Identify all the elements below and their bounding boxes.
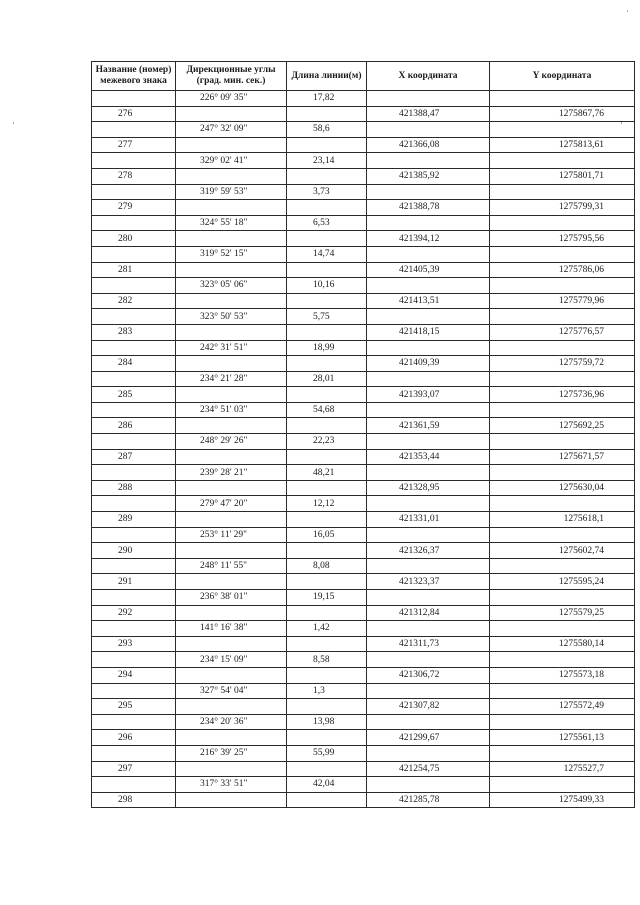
point-row xyxy=(92,543,635,559)
line-length-cell: 14,74 xyxy=(287,246,367,262)
empty-cell xyxy=(176,574,287,590)
empty-cell xyxy=(367,465,490,481)
y-coordinate-cell: 1275671,57 xyxy=(490,449,635,465)
segment-row xyxy=(92,371,635,387)
empty-cell xyxy=(287,293,367,309)
x-coordinate-cell: 421388,47 xyxy=(367,106,490,122)
empty-cell xyxy=(92,91,176,107)
empty-cell xyxy=(490,371,635,387)
empty-cell xyxy=(490,122,635,138)
empty-cell xyxy=(287,262,367,278)
empty-cell xyxy=(367,558,490,574)
empty-cell xyxy=(176,605,287,621)
directional-angle-cell: 234° 21' 28" xyxy=(176,371,287,387)
point-row xyxy=(92,512,635,528)
empty-cell xyxy=(367,590,490,606)
point-row xyxy=(92,449,635,465)
point-row xyxy=(92,106,635,122)
point-row xyxy=(92,636,635,652)
empty-cell xyxy=(367,153,490,169)
y-coordinate-cell: 1275561,13 xyxy=(490,730,635,746)
line-length-cell: 22,23 xyxy=(287,434,367,450)
y-coordinate-cell: 1275867,76 xyxy=(490,106,635,122)
empty-cell xyxy=(92,558,176,574)
segment-row xyxy=(92,652,635,668)
directional-angle-cell: 141° 16' 38" xyxy=(176,621,287,637)
point-row xyxy=(92,699,635,715)
boundary-mark-name-cell: 285 xyxy=(92,387,176,403)
point-row xyxy=(92,200,635,216)
line-length-cell: 1,3 xyxy=(287,683,367,699)
empty-cell xyxy=(490,340,635,356)
segment-row xyxy=(92,527,635,543)
point-row xyxy=(92,418,635,434)
segment-row xyxy=(92,434,635,450)
empty-cell xyxy=(367,496,490,512)
segment-row xyxy=(92,215,635,231)
directional-angle-cell: 234° 51' 03" xyxy=(176,402,287,418)
directional-angle-cell: 329° 02' 41" xyxy=(176,153,287,169)
boundary-mark-name-cell: 282 xyxy=(92,293,176,309)
x-coordinate-cell: 421385,92 xyxy=(367,168,490,184)
empty-cell xyxy=(367,621,490,637)
point-row xyxy=(92,667,635,683)
empty-cell xyxy=(92,309,176,325)
point-row xyxy=(92,792,635,808)
directional-angle-cell: 317° 33' 51" xyxy=(176,777,287,793)
directional-angle-cell: 323° 05' 06" xyxy=(176,278,287,294)
segment-row xyxy=(92,278,635,294)
header-line-length: Длина линии(м) xyxy=(287,62,367,91)
x-coordinate-cell: 421418,15 xyxy=(367,324,490,340)
line-length-cell: 6,53 xyxy=(287,215,367,231)
boundary-mark-name-cell: 295 xyxy=(92,699,176,715)
point-row xyxy=(92,387,635,403)
empty-cell xyxy=(490,278,635,294)
y-coordinate-cell: 1275572,49 xyxy=(490,699,635,715)
x-coordinate-cell: 421285,78 xyxy=(367,792,490,808)
boundary-mark-name-cell: 297 xyxy=(92,761,176,777)
empty-cell xyxy=(176,137,287,153)
line-length-cell: 16,05 xyxy=(287,527,367,543)
directional-angle-cell: 226° 09' 35" xyxy=(176,91,287,107)
header-y-coordinate: Y координата xyxy=(490,62,635,91)
directional-angle-cell: 248° 29' 26" xyxy=(176,434,287,450)
y-coordinate-cell: 1275573,18 xyxy=(490,667,635,683)
empty-cell xyxy=(176,730,287,746)
point-row xyxy=(92,574,635,590)
y-coordinate-cell: 1275630,04 xyxy=(490,480,635,496)
line-length-cell: 23,14 xyxy=(287,153,367,169)
y-coordinate-cell: 1275813,61 xyxy=(490,137,635,153)
empty-cell xyxy=(92,340,176,356)
empty-cell xyxy=(92,371,176,387)
empty-cell xyxy=(92,184,176,200)
y-coordinate-cell: 1275580,14 xyxy=(490,636,635,652)
segment-row xyxy=(92,246,635,262)
y-coordinate-cell: 1275579,25 xyxy=(490,605,635,621)
empty-cell xyxy=(490,652,635,668)
empty-cell xyxy=(287,761,367,777)
line-length-cell: 28,01 xyxy=(287,371,367,387)
scan-speck: · xyxy=(620,118,623,128)
point-row xyxy=(92,137,635,153)
scan-speck: · xyxy=(626,6,629,16)
empty-cell xyxy=(367,340,490,356)
empty-cell xyxy=(92,714,176,730)
empty-cell xyxy=(176,262,287,278)
empty-cell xyxy=(92,215,176,231)
empty-cell xyxy=(367,652,490,668)
segment-row xyxy=(92,465,635,481)
x-coordinate-cell: 421307,82 xyxy=(367,699,490,715)
empty-cell xyxy=(176,293,287,309)
directional-angle-cell: 323° 50' 53" xyxy=(176,309,287,325)
empty-cell xyxy=(367,215,490,231)
segment-row xyxy=(92,496,635,512)
empty-cell xyxy=(176,480,287,496)
y-coordinate-cell: 1275692,25 xyxy=(490,418,635,434)
line-length-cell: 54,68 xyxy=(287,402,367,418)
empty-cell xyxy=(176,792,287,808)
boundary-mark-name-cell: 286 xyxy=(92,418,176,434)
empty-cell xyxy=(367,309,490,325)
empty-cell xyxy=(367,246,490,262)
empty-cell xyxy=(92,683,176,699)
line-length-cell: 18,99 xyxy=(287,340,367,356)
boundary-mark-name-cell: 287 xyxy=(92,449,176,465)
empty-cell xyxy=(367,777,490,793)
scan-speck: · xyxy=(12,118,15,128)
y-coordinate-cell: 1275618,1 xyxy=(490,512,635,528)
segment-row xyxy=(92,340,635,356)
boundary-mark-name-cell: 284 xyxy=(92,356,176,372)
directional-angle-cell: 327° 54' 04" xyxy=(176,683,287,699)
line-length-cell: 55,99 xyxy=(287,745,367,761)
empty-cell xyxy=(287,449,367,465)
y-coordinate-cell: 1275595,24 xyxy=(490,574,635,590)
segment-row xyxy=(92,153,635,169)
segment-row xyxy=(92,558,635,574)
line-length-cell: 10,16 xyxy=(287,278,367,294)
empty-cell xyxy=(287,387,367,403)
segment-row xyxy=(92,184,635,200)
empty-cell xyxy=(176,667,287,683)
empty-cell xyxy=(490,91,635,107)
boundary-mark-name-cell: 291 xyxy=(92,574,176,590)
boundary-mark-name-cell: 281 xyxy=(92,262,176,278)
directional-angle-cell: 247° 32' 09" xyxy=(176,122,287,138)
directional-angle-cell: 216° 39' 25" xyxy=(176,745,287,761)
x-coordinate-cell: 421323,37 xyxy=(367,574,490,590)
empty-cell xyxy=(287,356,367,372)
x-coordinate-cell: 421405,39 xyxy=(367,262,490,278)
empty-cell xyxy=(287,636,367,652)
point-row xyxy=(92,262,635,278)
empty-cell xyxy=(490,465,635,481)
empty-cell xyxy=(92,621,176,637)
empty-cell xyxy=(287,137,367,153)
empty-cell xyxy=(367,91,490,107)
empty-cell xyxy=(92,745,176,761)
empty-cell xyxy=(287,480,367,496)
empty-cell xyxy=(490,184,635,200)
directional-angle-cell: 279° 47' 20" xyxy=(176,496,287,512)
directional-angle-cell: 234° 15' 09" xyxy=(176,652,287,668)
point-row xyxy=(92,480,635,496)
segment-row xyxy=(92,621,635,637)
empty-cell xyxy=(92,652,176,668)
empty-cell xyxy=(176,200,287,216)
empty-cell xyxy=(287,574,367,590)
empty-cell xyxy=(287,512,367,528)
segment-row xyxy=(92,777,635,793)
empty-cell xyxy=(490,745,635,761)
segment-row xyxy=(92,402,635,418)
x-coordinate-cell: 421393,07 xyxy=(367,387,490,403)
empty-cell xyxy=(490,402,635,418)
empty-cell xyxy=(92,246,176,262)
segment-row xyxy=(92,745,635,761)
directional-angle-cell: 248° 11' 55" xyxy=(176,558,287,574)
point-row xyxy=(92,356,635,372)
boundary-mark-name-cell: 293 xyxy=(92,636,176,652)
boundary-mark-name-cell: 276 xyxy=(92,106,176,122)
y-coordinate-cell: 1275799,31 xyxy=(490,200,635,216)
empty-cell xyxy=(367,683,490,699)
empty-cell xyxy=(490,309,635,325)
y-coordinate-cell: 1275499,33 xyxy=(490,792,635,808)
empty-cell xyxy=(367,278,490,294)
empty-cell xyxy=(367,184,490,200)
directional-angle-cell: 236° 38' 01" xyxy=(176,590,287,606)
empty-cell xyxy=(367,402,490,418)
empty-cell xyxy=(367,371,490,387)
line-length-cell: 58,6 xyxy=(287,122,367,138)
empty-cell xyxy=(92,153,176,169)
directional-angle-cell: 242° 31' 51" xyxy=(176,340,287,356)
empty-cell xyxy=(287,200,367,216)
empty-cell xyxy=(92,402,176,418)
x-coordinate-cell: 421388,78 xyxy=(367,200,490,216)
y-coordinate-cell: 1275795,56 xyxy=(490,231,635,247)
empty-cell xyxy=(490,558,635,574)
empty-cell xyxy=(367,714,490,730)
directional-angle-cell: 319° 59' 53" xyxy=(176,184,287,200)
x-coordinate-cell: 421409,39 xyxy=(367,356,490,372)
empty-cell xyxy=(92,527,176,543)
boundary-mark-name-cell: 298 xyxy=(92,792,176,808)
boundary-mark-name-cell: 296 xyxy=(92,730,176,746)
directional-angle-cell: 234° 20' 36" xyxy=(176,714,287,730)
empty-cell xyxy=(92,496,176,512)
empty-cell xyxy=(287,543,367,559)
x-coordinate-cell: 421326,37 xyxy=(367,543,490,559)
empty-cell xyxy=(92,122,176,138)
empty-cell xyxy=(176,699,287,715)
point-row xyxy=(92,324,635,340)
point-row xyxy=(92,168,635,184)
line-length-cell: 8,08 xyxy=(287,558,367,574)
boundary-mark-name-cell: 277 xyxy=(92,137,176,153)
segment-row xyxy=(92,683,635,699)
empty-cell xyxy=(287,418,367,434)
empty-cell xyxy=(287,324,367,340)
line-length-cell: 19,15 xyxy=(287,590,367,606)
y-coordinate-cell: 1275779,96 xyxy=(490,293,635,309)
segment-row xyxy=(92,309,635,325)
empty-cell xyxy=(490,153,635,169)
empty-cell xyxy=(490,246,635,262)
segment-row xyxy=(92,714,635,730)
x-coordinate-cell: 421312,84 xyxy=(367,605,490,621)
directional-angle-cell: 239° 28' 21" xyxy=(176,465,287,481)
header-directional-angles: Дирекционные углы (град. мин. сек.) xyxy=(176,62,287,91)
empty-cell xyxy=(176,231,287,247)
empty-cell xyxy=(287,168,367,184)
empty-cell xyxy=(176,512,287,528)
point-row xyxy=(92,730,635,746)
boundary-mark-name-cell: 292 xyxy=(92,605,176,621)
point-row xyxy=(92,761,635,777)
empty-cell xyxy=(490,714,635,730)
empty-cell xyxy=(92,278,176,294)
x-coordinate-cell: 421361,59 xyxy=(367,418,490,434)
empty-cell xyxy=(176,449,287,465)
empty-cell xyxy=(490,527,635,543)
boundary-mark-name-cell: 290 xyxy=(92,543,176,559)
directional-angle-cell: 324° 55' 18" xyxy=(176,215,287,231)
line-length-cell: 12,12 xyxy=(287,496,367,512)
empty-cell xyxy=(490,215,635,231)
line-length-cell: 42,04 xyxy=(287,777,367,793)
header-boundary-mark-name: Название (номер) межевого знака xyxy=(92,62,176,91)
empty-cell xyxy=(287,792,367,808)
empty-cell xyxy=(367,745,490,761)
empty-cell xyxy=(367,527,490,543)
empty-cell xyxy=(176,418,287,434)
boundary-mark-name-cell: 283 xyxy=(92,324,176,340)
header-x-coordinate: X координата xyxy=(367,62,490,91)
coordinates-sheet xyxy=(91,61,634,808)
empty-cell xyxy=(287,231,367,247)
header-row xyxy=(92,62,635,91)
y-coordinate-cell: 1275786,06 xyxy=(490,262,635,278)
x-coordinate-cell: 421311,73 xyxy=(367,636,490,652)
y-coordinate-cell: 1275527,7 xyxy=(490,761,635,777)
empty-cell xyxy=(176,168,287,184)
y-coordinate-cell: 1275759,72 xyxy=(490,356,635,372)
empty-cell xyxy=(92,434,176,450)
point-row xyxy=(92,605,635,621)
empty-cell xyxy=(367,434,490,450)
empty-cell xyxy=(287,730,367,746)
empty-cell xyxy=(287,106,367,122)
empty-cell xyxy=(92,777,176,793)
y-coordinate-cell: 1275736,96 xyxy=(490,387,635,403)
line-length-cell: 8,58 xyxy=(287,652,367,668)
line-length-cell: 1,42 xyxy=(287,621,367,637)
x-coordinate-cell: 421413,51 xyxy=(367,293,490,309)
empty-cell xyxy=(287,667,367,683)
empty-cell xyxy=(176,761,287,777)
segment-row xyxy=(92,122,635,138)
x-coordinate-cell: 421299,67 xyxy=(367,730,490,746)
x-coordinate-cell: 421254,75 xyxy=(367,761,490,777)
point-row xyxy=(92,231,635,247)
empty-cell xyxy=(92,465,176,481)
segment-row xyxy=(92,590,635,606)
boundary-mark-name-cell: 289 xyxy=(92,512,176,528)
line-length-cell: 5,75 xyxy=(287,309,367,325)
empty-cell xyxy=(176,324,287,340)
empty-cell xyxy=(287,605,367,621)
boundary-coordinates-table xyxy=(91,61,635,808)
y-coordinate-cell: 1275801,71 xyxy=(490,168,635,184)
x-coordinate-cell: 421353,44 xyxy=(367,449,490,465)
empty-cell xyxy=(367,122,490,138)
boundary-mark-name-cell: 280 xyxy=(92,231,176,247)
empty-cell xyxy=(490,621,635,637)
boundary-mark-name-cell: 288 xyxy=(92,480,176,496)
x-coordinate-cell: 421366,08 xyxy=(367,137,490,153)
line-length-cell: 13,98 xyxy=(287,714,367,730)
line-length-cell: 17,82 xyxy=(287,91,367,107)
empty-cell xyxy=(490,683,635,699)
x-coordinate-cell: 421306,72 xyxy=(367,667,490,683)
boundary-mark-name-cell: 278 xyxy=(92,168,176,184)
empty-cell xyxy=(176,356,287,372)
empty-cell xyxy=(176,106,287,122)
directional-angle-cell: 319° 52' 15" xyxy=(176,246,287,262)
line-length-cell: 3,73 xyxy=(287,184,367,200)
y-coordinate-cell: 1275776,57 xyxy=(490,324,635,340)
point-row xyxy=(92,293,635,309)
boundary-mark-name-cell: 279 xyxy=(92,200,176,216)
x-coordinate-cell: 421394,12 xyxy=(367,231,490,247)
empty-cell xyxy=(490,777,635,793)
empty-cell xyxy=(490,434,635,450)
x-coordinate-cell: 421331,01 xyxy=(367,512,490,528)
y-coordinate-cell: 1275602,74 xyxy=(490,543,635,559)
empty-cell xyxy=(287,699,367,715)
empty-cell xyxy=(490,590,635,606)
boundary-mark-name-cell: 294 xyxy=(92,667,176,683)
empty-cell xyxy=(176,543,287,559)
empty-cell xyxy=(176,387,287,403)
empty-cell xyxy=(92,590,176,606)
table-body xyxy=(92,91,635,808)
directional-angle-cell: 253° 11' 29" xyxy=(176,527,287,543)
line-length-cell: 48,21 xyxy=(287,465,367,481)
x-coordinate-cell: 421328,95 xyxy=(367,480,490,496)
empty-cell xyxy=(490,496,635,512)
empty-cell xyxy=(176,636,287,652)
segment-row xyxy=(92,91,635,107)
